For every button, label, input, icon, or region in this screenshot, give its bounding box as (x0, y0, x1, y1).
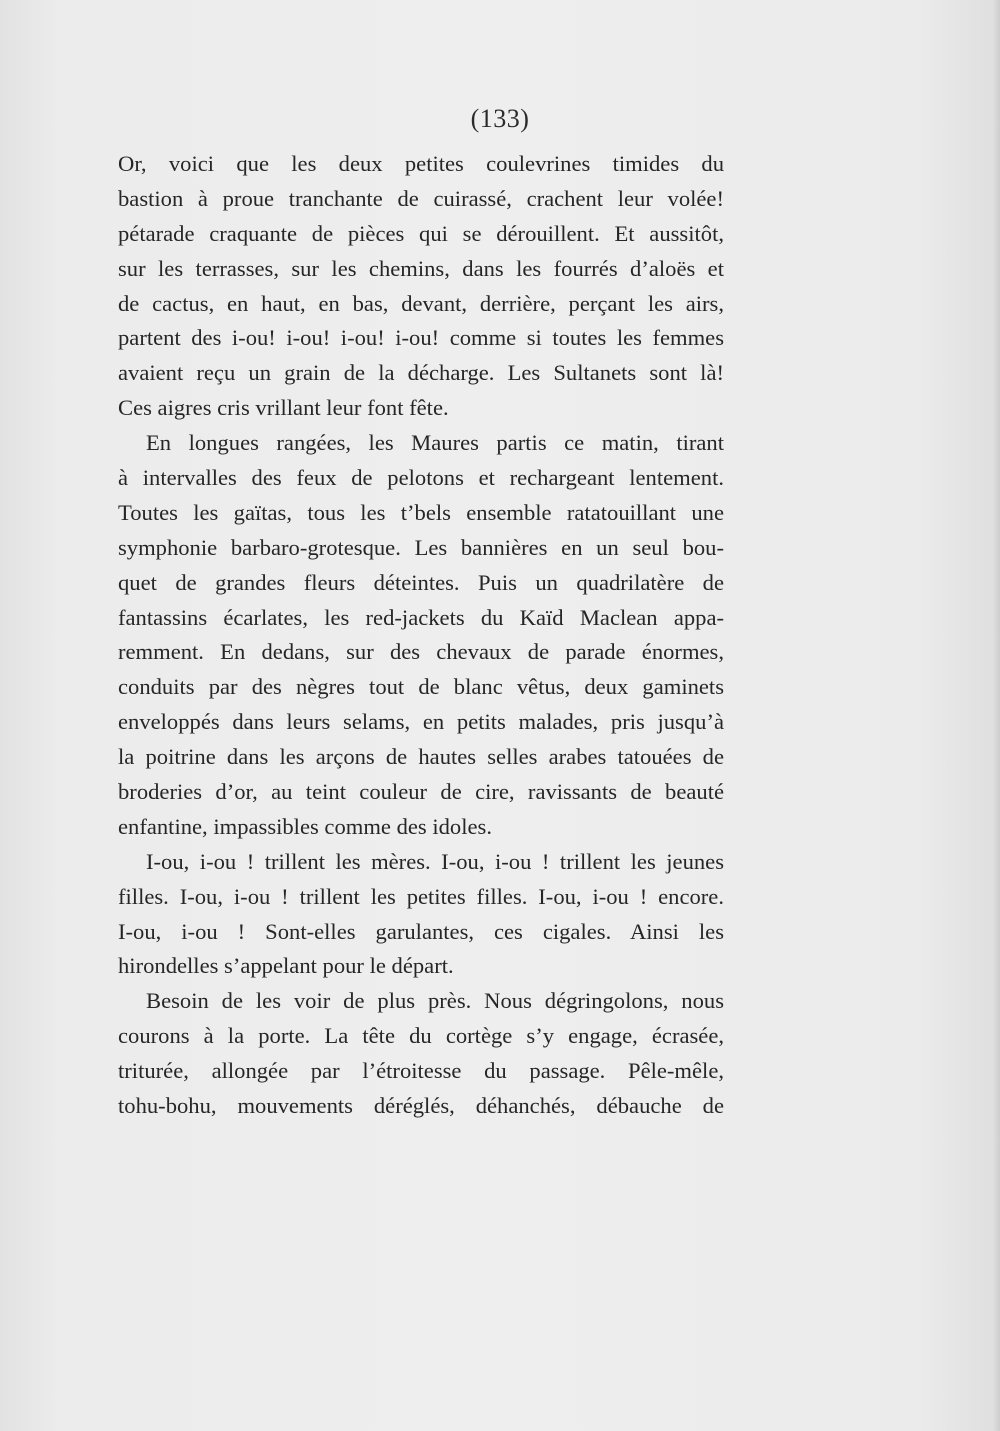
text-line: I-ou, i-ou ! trillent les mères. I-ou, i-ou ! trillent les jeunes (146, 848, 724, 874)
paragraph-1 (118, 147, 724, 426)
text-line: Ces aigres cris vrillant leur font fête. (118, 395, 449, 421)
page-number: (133) (470, 104, 530, 133)
text-line: avaient reçu un grain de la décharge. Les Sultanets sont là! (118, 360, 724, 386)
text-line: pétarade craquante de pièces qui se dérouillent. Et aussitôt, (118, 220, 724, 246)
text-line: remment. En dedans, sur des chevaux de parade énormes, (118, 639, 724, 665)
text-line: à intervalles des feux de pelotons et rechargeant lentement. (118, 465, 724, 491)
text-line: la poitrine dans les arçons de hautes selles arabes tatouées de (118, 744, 724, 770)
text-line: sur les terrasses, sur les chemins, dans les fourrés d’aloës et (118, 255, 724, 281)
text-line: fantassins écarlates, les red-jackets du Kaïd Maclean appa- (118, 604, 724, 630)
text-line: enveloppés dans leurs selams, en petits malades, pris jusqu’à (118, 709, 724, 735)
text-line: quet de grandes fleurs déteintes. Puis un quadrilatère de (118, 569, 724, 595)
text-line: tohu-bohu, mouvements déréglés, déhanchés, débauche de (118, 1093, 724, 1119)
text-line: En longues rangées, les Maures partis ce matin, tirant (146, 430, 724, 456)
text-line: courons à la porte. La tête du cortège s’y engage, écrasée, (118, 1023, 724, 1049)
paragraph-4 (118, 984, 724, 1124)
text-line: Or, voici que les deux petites coulevrines timides du (118, 151, 724, 176)
text-line: Besoin de les voir de plus près. Nous dégringolons, nous (146, 988, 724, 1014)
text-line: I-ou, i-ou ! Sont-elles garulantes, ces cigales. Ainsi les (118, 918, 724, 944)
text-line: conduits par des nègres tout de blanc vêtus, deux gaminets (118, 674, 724, 700)
text-line: filles. I-ou, i-ou ! trillent les petites filles. I-ou, i-ou ! encore. (118, 883, 724, 909)
text-line: hirondelles s’appelant pour le départ. (118, 953, 454, 979)
body-text (118, 147, 724, 1124)
text-line: enfantine, impassibles comme des idoles. (118, 813, 492, 839)
text-line: partent des i-ou! i-ou! i-ou! i-ou! comme si toutes les femmes (118, 325, 724, 351)
text-line: broderies d’or, au teint couleur de cire, ravissants de beauté (118, 779, 724, 805)
text-line: bastion à proue tranchante de cuirassé, crachent leur volée! (118, 185, 724, 211)
text-line: Toutes les gaïtas, tous les t’bels ensemble ratatouillant une (118, 499, 724, 525)
paragraph-2 (118, 426, 724, 845)
text-line: triturée, allongée par l’étroitesse du passage. Pêle-mêle, (118, 1058, 724, 1084)
paragraph-3 (118, 845, 724, 985)
text-line: de cactus, en haut, en bas, devant, derrière, perçant les airs, (118, 290, 724, 316)
page-edge (994, 0, 1000, 1431)
text-line: symphonie barbaro-grotesque. Les bannières en un seul bou- (118, 534, 724, 560)
